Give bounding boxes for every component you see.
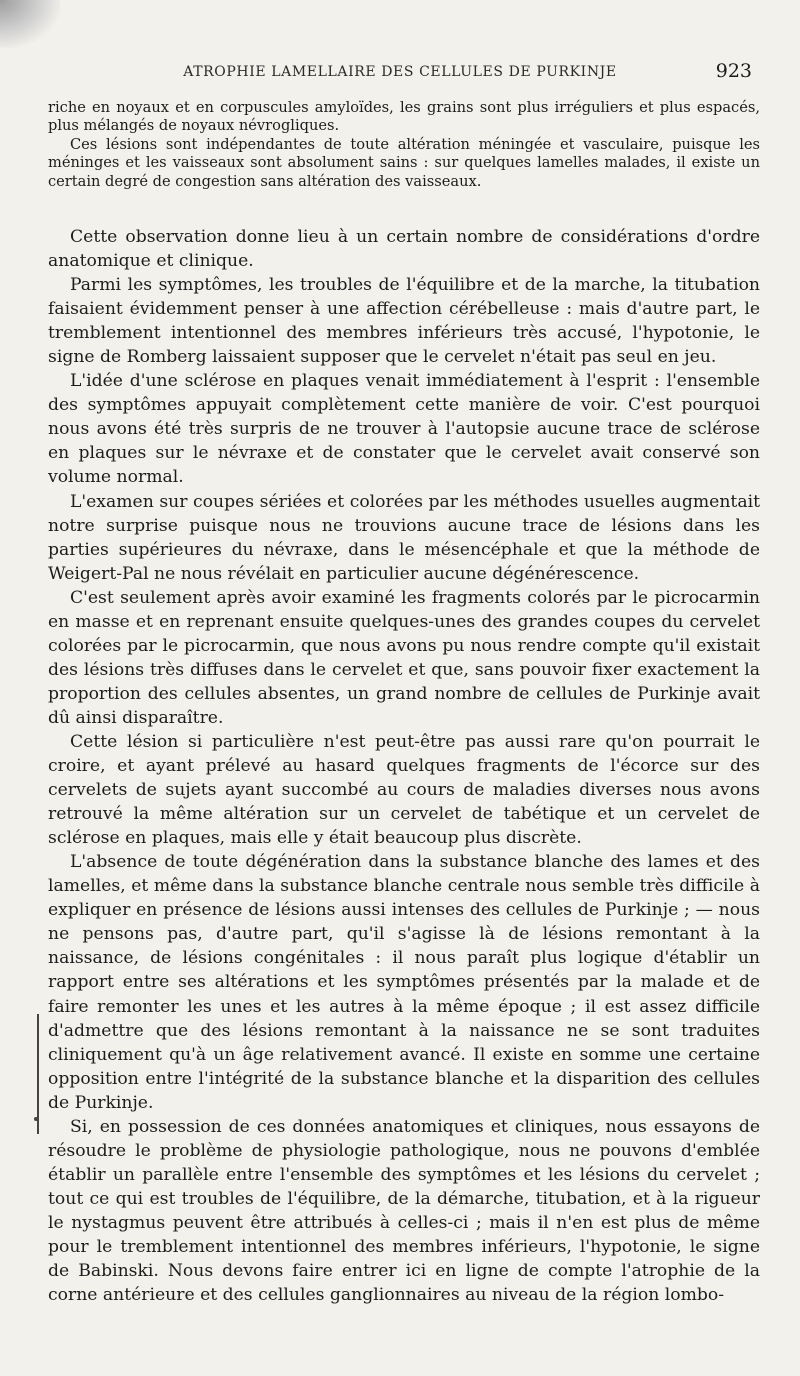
body-paragraph: Parmi les symptômes, les troubles de l'équilibre et de la marche, la titubation faisaient évidemment penser à une affection cérébelleuse : mais d'autre part, le tremblement intentionnel des membres inférieurs très accusé, l'hypotonie, le signe de Romberg laissaient supposer que le cervelet n'était pas seul en jeu.: [48, 275, 760, 368]
margin-mark: [37, 1014, 39, 1134]
body-paragraph: Cette observation donne lieu à un certain nombre de considérations d'ordre anatomique et clinique.: [48, 227, 760, 272]
note-paragraph: Ces lésions sont indépendantes de toute altération méningée et vasculaire, puisque les méninges et les vaisseaux sont absolument sains : sur quelques lamelles malades, il existe un certain degré de congestion sans altération des vaisseaux.: [48, 135, 760, 190]
body-paragraph: Cette lésion si particulière n'est peut-être pas aussi rare qu'on pourrait le croire, et ayant prélevé au hasard quelques fragments de l'écorce sur des cervelets de sujets ayant succombé au cours de maladies diverses nous avons retrouvé la même altération sur un cervelet de tabétique et un cervelet de sclérose en plaques, mais elle y était beaucoup plus discrète.: [48, 731, 760, 849]
body-paragraph: Si, en possession de ces données anatomiques et cliniques, nous essayons de résoudre le problème de physiologie pathologique, nous ne pouvons d'emblée établir un parallèle entre l'ensemble des symptômes et les lésions du cervelet ; tout ce qui est troubles de l'équilibre, de la démarche, titubation, et à la rigueur le nystagmus peuvent être attribués à celles-ci ; mais il n'en est plus de même pour le tremblement intentionnel des membres inférieurs, l'hypotonie, le signe de Babinski. Nous devons faire entrer ici en ligne de compte l'atrophie de la corne antérieure et des cellules ganglionnaires au niveau de la région lombo-: [48, 1116, 760, 1306]
page-header: [0, 60, 800, 86]
observation-notes: [48, 99, 760, 191]
scan-shadow: [0, 0, 60, 48]
page-number: 923: [715, 60, 752, 82]
body-paragraph: L'examen sur coupes sériées et colorées par les méthodes usuelles augmentait notre surprise puisque nous ne trouvions aucune trace de lésions dans les parties supérieures du névraxe, dans le mésencéphale et que la méthode de Weigert-Pal ne nous révélait en particulier aucune dégénérescence.: [48, 491, 760, 584]
body-paragraph: L'absence de toute dégénération dans la substance blanche des lames et des lamelles, et même dans la substance blanche centrale nous semble très difficile à expliquer en présence de lésions aussi intenses des cellules de Purkinje ; — nous ne pensons pas, d'autre part, qu'il s'agisse là de lésions remontant à la naissance, de lésions congénitales : il nous paraît plus logique d'établir un rapport entre ses altérations et les symptômes présentés par la malade et de faire remonter les unes et les autres à la même époque ; il est assez difficile d'admettre que des lésions remontant à la naissance ne se sont traduites cliniquement qu'à un âge relativement avancé. Il existe en somme une certaine opposition entre l'intégrité de la substance blanche et la disparition des cellules de Purkinje.: [48, 852, 760, 1113]
running-title: ATROPHIE LAMELLAIRE DES CELLULES DE PURKINJE: [183, 64, 617, 80]
body-paragraph: L'idée d'une sclérose en plaques venait immédiatement à l'esprit : l'ensemble des symptômes appuyait complètement cette manière de voir. C'est pourquoi nous avons été très surpris de ne trouver à l'autopsie aucune trace de sclérose en plaques sur le névraxe et de constater que le cervelet avait conservé son volume normal.: [48, 371, 760, 488]
body-paragraph: C'est seulement après avoir examiné les fragments colorés par le picrocarmin en masse et en reprenant ensuite quelques-unes des grandes coupes du cervelet colorées par le picrocarmin, que nous avons pu nous rendre compte qu'il existait des lésions très diffuses dans le cervelet et que, sans pouvoir fixer exactement la proportion des cellules absentes, un grand nombre de cellules de Purkinje avait dû ainsi disparaître.: [48, 587, 760, 728]
note-paragraph: riche en noyaux et en corpuscules amyloïdes, les grains sont plus irréguliers et plus espacés, plus mélangés de noyaux névrogliques.: [48, 99, 760, 135]
body-text: [48, 225, 760, 1307]
margin-dot: [34, 1117, 38, 1121]
